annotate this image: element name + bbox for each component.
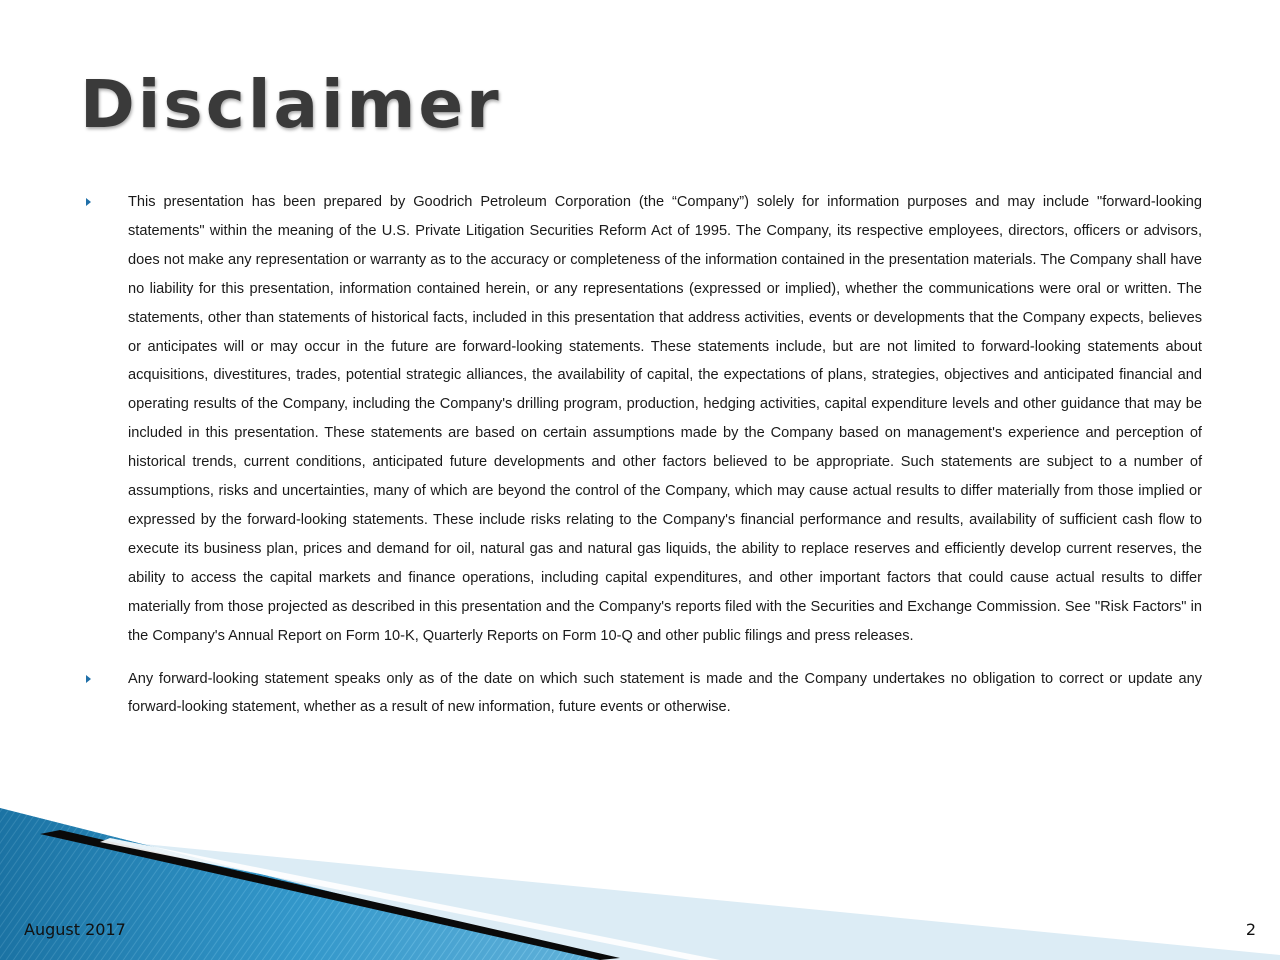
bullet-list xyxy=(86,188,1202,736)
triangle-right-icon xyxy=(86,198,91,206)
decorative-swoosh xyxy=(0,790,1280,960)
page-number: 2 xyxy=(1245,920,1256,939)
bullet-text: Any forward-looking statement speaks only as of the date on which such statement is made and the Company undertakes no obligation to correct or update any forward-looking statement, whether as a result of new information, future events or otherwise. xyxy=(128,670,1202,716)
bullet-text: This presentation has been prepared by Goodrich Petroleum Corporation (the “Company”) solely for information purposes and may include "forward-looking statements" within the meaning of the U.S. Private Litigation Securities Reform Act of 1995. The Company, its respective employees, directors, officers or advisors, does not make any representation or warranty as to the accuracy or completeness of the information contained in the presentation materials. The Company shall have no liability for this presentation, information contained herein, or any representations (expressed or implied), whether the communications were oral or written. The statements, other than statements of historical facts, included in this presentation that address activities, events or developments that the Company expects, believes or anticipates will or may occur in the future are forward-looking statements. These statements include, but are not limited to forward-looking statements about acquisitions, divestitures, trades, potential strategic alliances, the availability of capital, the expectations of plans, strategies, objectives and anticipated financial and operating results of the Company, including the Company's drilling program, production, hedging activities, capital expenditure levels and other guidance that may be included in this presentation. These statements are based on certain assumptions made by the Company based on management's experience and perception of historical trends, current conditions, anticipated future developments and other factors believed to be appropriate. Such statements are subject to a number of assumptions, risks and uncertainties, many of which are beyond the control of the Company, which may cause actual results to differ materially from those implied or expressed by the forward-looking statements. These include risks relating to the Company's financial performance and results, availability of sufficient cash flow to execute its business plan, prices and demand for oil, natural gas and natural gas liquids, the ability to replace reserves and efficiently develop current reserves, the ability to access the capital markets and finance operations, including capital expenditures, and other important factors that could cause actual results to differ materially from those projected as described in this presentation and the Company's reports filed with the Securities and Exchange Commission. See "Risk Factors" in the Company's Annual Report on Form 10-K, Quarterly Reports on Form 10-Q and other public filings and press releases. xyxy=(128,194,1202,644)
slide-title: Disclaimer xyxy=(80,66,502,143)
footer-date: August 2017 xyxy=(24,920,126,939)
bullet-item-forward-looking xyxy=(86,665,1202,723)
triangle-right-icon xyxy=(86,675,91,683)
bullet-item-disclaimer xyxy=(86,188,1202,651)
